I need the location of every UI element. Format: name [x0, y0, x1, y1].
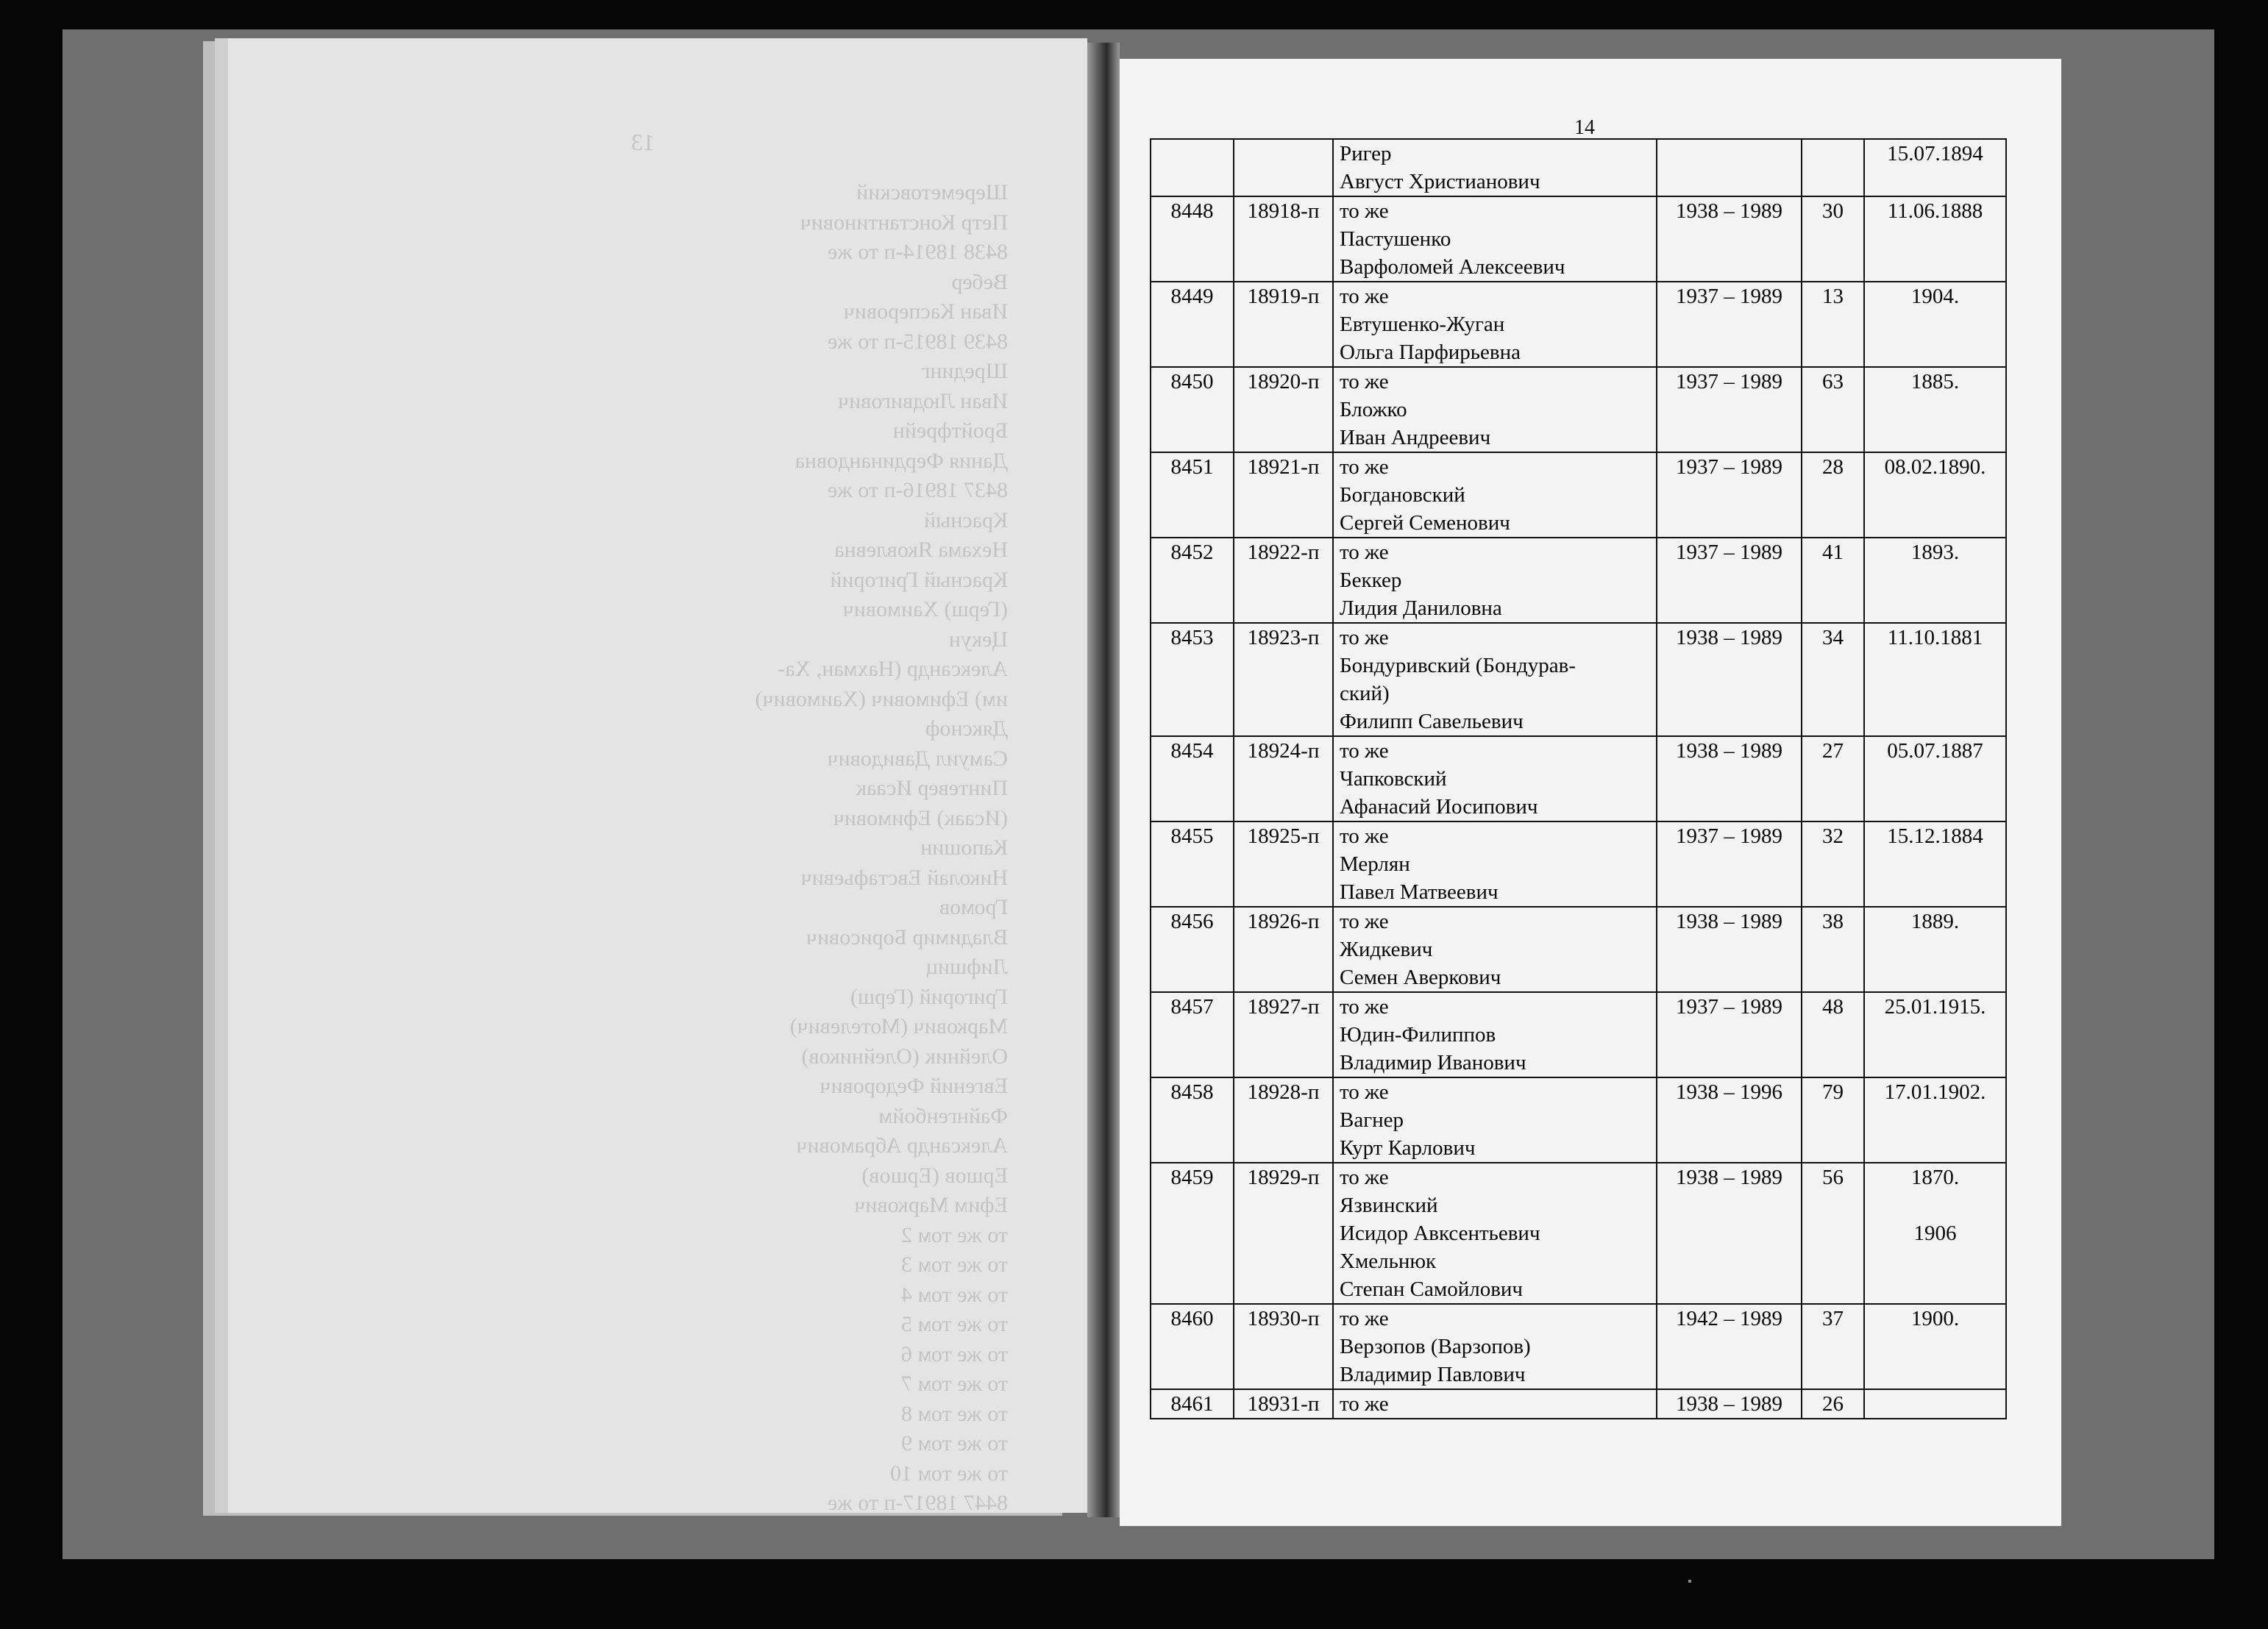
- bleed-line: Вебер: [951, 269, 1008, 294]
- bleed-line: Лифшиц: [925, 955, 1008, 979]
- file-count-cell: 27: [1802, 736, 1864, 821]
- bleed-line: Капошин: [920, 835, 1008, 860]
- bleed-line: 8438 18914-п то же: [828, 240, 1008, 264]
- table-row: [1151, 992, 2006, 1077]
- birth-date-cell: 11.06.1888: [1864, 196, 2006, 282]
- birth-date-cell: 1893.: [1864, 538, 2006, 623]
- table-row: [1151, 452, 2006, 538]
- description-cell: то же Беккер Лидия Даниловна: [1333, 538, 1657, 623]
- bleed-line: Николай Евстафьевич: [800, 865, 1008, 890]
- bleed-line: 8439 18915-п то же: [828, 329, 1008, 354]
- fund-number-cell: 18927-п: [1234, 992, 1333, 1077]
- dust-speck: [1688, 1580, 1691, 1583]
- bleed-line: Файнгенбойм: [878, 1103, 1008, 1128]
- bleed-line: Дяксноф: [925, 716, 1008, 741]
- page-number: 14: [1574, 116, 1595, 139]
- date-range-cell: 1937 – 1989: [1657, 367, 1802, 452]
- fund-number-cell: 18918-п: [1234, 196, 1333, 282]
- fund-number-cell: 18930-п: [1234, 1304, 1333, 1389]
- bleed-line: то же том 4: [901, 1282, 1008, 1307]
- date-range-cell: [1657, 139, 1802, 196]
- record-number-cell: 8451: [1151, 452, 1234, 538]
- birth-date-cell: 05.07.1887: [1864, 736, 2006, 821]
- table-row: [1151, 623, 2006, 736]
- registry-body: [1151, 139, 2006, 1419]
- file-count-cell: 79: [1802, 1077, 1864, 1163]
- bleed-line: Красный Григорий: [830, 567, 1008, 592]
- bleed-line: 8437 18916-п то же: [828, 478, 1008, 502]
- table-row: [1151, 1304, 2006, 1389]
- bleed-line: Александр Абрамович: [796, 1133, 1008, 1158]
- birth-date-cell: 17.01.1902.: [1864, 1077, 2006, 1163]
- record-number-cell: 8448: [1151, 196, 1234, 282]
- bleed-line: Шереметовский: [856, 180, 1008, 204]
- date-range-cell: 1938 – 1989: [1657, 907, 1802, 992]
- description-cell: то же Юдин-Филиппов Владимир Иванович: [1333, 992, 1657, 1077]
- table-row: [1151, 1389, 2006, 1419]
- table-row: [1151, 907, 2006, 992]
- date-range-cell: 1938 – 1989: [1657, 1163, 1802, 1304]
- description-cell: то же: [1333, 1389, 1657, 1419]
- bleed-line: Пинтевер Исаак: [856, 776, 1008, 800]
- bleed-line: то же том 5: [901, 1312, 1008, 1336]
- table-row: [1151, 736, 2006, 821]
- bleed-line: Красный: [924, 507, 1008, 532]
- date-range-cell: 1942 – 1989: [1657, 1304, 1802, 1389]
- file-count-cell: [1802, 139, 1864, 196]
- record-number-cell: 8450: [1151, 367, 1234, 452]
- description-cell: то же Жидкевич Семен Аверкович: [1333, 907, 1657, 992]
- bleed-line: (Исаак) Ефимович: [833, 805, 1008, 830]
- fund-number-cell: 18926-п: [1234, 907, 1333, 992]
- bleed-line: то же том 7: [901, 1372, 1008, 1396]
- file-count-cell: 32: [1802, 821, 1864, 907]
- bleed-line: Олейник (Олейников): [801, 1044, 1008, 1069]
- date-range-cell: 1938 – 1996: [1657, 1077, 1802, 1163]
- registry-table: [1150, 138, 2007, 1419]
- file-count-cell: 37: [1802, 1304, 1864, 1389]
- table-row: [1151, 538, 2006, 623]
- date-range-cell: 1937 – 1989: [1657, 992, 1802, 1077]
- file-count-cell: 26: [1802, 1389, 1864, 1419]
- bleed-line: Александр (Нахман, Ха-: [778, 657, 1008, 681]
- fund-number-cell: [1234, 139, 1333, 196]
- date-range-cell: 1938 – 1989: [1657, 736, 1802, 821]
- bleed-line: Нехама Яковлевна: [834, 538, 1008, 562]
- table-row: [1151, 196, 2006, 282]
- record-number-cell: 8457: [1151, 992, 1234, 1077]
- description-cell: то же Верзопов (Варзопов) Владимир Павлович: [1333, 1304, 1657, 1389]
- record-number-cell: 8454: [1151, 736, 1234, 821]
- record-number-cell: 8449: [1151, 282, 1234, 367]
- bleed-line: Дания Фердинандовна: [794, 448, 1008, 473]
- bleed-line: Ершов (Ершов): [861, 1163, 1008, 1188]
- record-number-cell: 8455: [1151, 821, 1234, 907]
- date-range-cell: 1938 – 1989: [1657, 196, 1802, 282]
- birth-date-cell: 08.02.1890.: [1864, 452, 2006, 538]
- bleed-line: Цекун: [948, 627, 1008, 652]
- birth-date-cell: 1870. 1906: [1864, 1163, 2006, 1304]
- fund-number-cell: 18921-п: [1234, 452, 1333, 538]
- bleed-line: Маркович (Мотелевич): [789, 1014, 1008, 1038]
- description-cell: то же Мерлян Павел Матвеевич: [1333, 821, 1657, 907]
- table-row: [1151, 821, 2006, 907]
- bleed-through-lines: [756, 178, 1008, 1519]
- description-cell: то же Богдановский Сергей Семенович: [1333, 452, 1657, 538]
- birth-date-cell: 1904.: [1864, 282, 2006, 367]
- record-number-cell: 8453: [1151, 623, 1234, 736]
- date-range-cell: 1937 – 1989: [1657, 282, 1802, 367]
- bleed-line: Петр Константинович: [800, 210, 1008, 235]
- bleed-line: Шрединг: [921, 359, 1008, 383]
- record-number-cell: 8458: [1151, 1077, 1234, 1163]
- fund-number-cell: 18929-п: [1234, 1163, 1333, 1304]
- bleed-line: Владимир Борисович: [806, 924, 1008, 949]
- record-number-cell: [1151, 139, 1234, 196]
- bleed-line: Бройтфрейн: [892, 418, 1008, 443]
- bleed-line: им) Ефимович (Хаимович): [755, 686, 1008, 711]
- bleed-through-text: [272, 126, 1037, 1515]
- fund-number-cell: 18928-п: [1234, 1077, 1333, 1163]
- birth-date-cell: 1889.: [1864, 907, 2006, 992]
- birth-date-cell: 15.12.1884: [1864, 821, 2006, 907]
- description-cell: то же Чапковский Афанасий Иосипович: [1333, 736, 1657, 821]
- fund-number-cell: 18924-п: [1234, 736, 1333, 821]
- fund-number-cell: 18919-п: [1234, 282, 1333, 367]
- bleed-line: (Герш) Хаимович: [842, 597, 1008, 621]
- fund-number-cell: 18920-п: [1234, 367, 1333, 452]
- file-count-cell: 63: [1802, 367, 1864, 452]
- birth-date-cell: [1864, 1389, 2006, 1419]
- bleed-line: Иван Касперович: [843, 299, 1008, 324]
- bleed-line: то же том 10: [890, 1461, 1008, 1486]
- file-count-cell: 30: [1802, 196, 1864, 282]
- description-cell: то же Бондуривский (Бондурав- ский) Филипп Савельевич: [1333, 623, 1657, 736]
- bleed-line: Самуил Давидович: [827, 746, 1008, 771]
- record-number-cell: 8452: [1151, 538, 1234, 623]
- file-count-cell: 41: [1802, 538, 1864, 623]
- left-page-number: 13: [631, 129, 655, 155]
- date-range-cell: 1937 – 1989: [1657, 538, 1802, 623]
- record-number-cell: 8459: [1151, 1163, 1234, 1304]
- file-count-cell: 48: [1802, 992, 1864, 1077]
- fund-number-cell: 18922-п: [1234, 538, 1333, 623]
- file-count-cell: 13: [1802, 282, 1864, 367]
- date-range-cell: 1937 – 1989: [1657, 452, 1802, 538]
- bleed-line: то же том 9: [901, 1431, 1008, 1455]
- bleed-line: Григорий (Герш): [850, 984, 1008, 1009]
- table-row: [1151, 139, 2006, 196]
- book-gutter: [1087, 43, 1120, 1517]
- date-range-cell: 1938 – 1989: [1657, 1389, 1802, 1419]
- table-row: [1151, 367, 2006, 452]
- birth-date-cell: 1885.: [1864, 367, 2006, 452]
- description-cell: то же Пастушенко Варфоломей Алексеевич: [1333, 196, 1657, 282]
- left-page: [228, 38, 1087, 1513]
- description-cell: Ригер Август Христианович: [1333, 139, 1657, 196]
- birth-date-cell: 1900.: [1864, 1304, 2006, 1389]
- file-count-cell: 28: [1802, 452, 1864, 538]
- file-count-cell: 34: [1802, 623, 1864, 736]
- record-number-cell: 8460: [1151, 1304, 1234, 1389]
- bleed-line: то же том 6: [901, 1341, 1008, 1366]
- bleed-line: то же том 3: [901, 1252, 1008, 1277]
- fund-number-cell: 18923-п: [1234, 623, 1333, 736]
- fund-number-cell: 18931-п: [1234, 1389, 1333, 1419]
- file-count-cell: 56: [1802, 1163, 1864, 1304]
- birth-date-cell: 25.01.1915.: [1864, 992, 2006, 1077]
- table-row: [1151, 282, 2006, 367]
- table-row: [1151, 1077, 2006, 1163]
- table-row: [1151, 1163, 2006, 1304]
- description-cell: то же Евтушенко-Жуган Ольга Парфирьевна: [1333, 282, 1657, 367]
- bleed-line: то же том 8: [901, 1401, 1008, 1426]
- fund-number-cell: 18925-п: [1234, 821, 1333, 907]
- record-number-cell: 8461: [1151, 1389, 1234, 1419]
- description-cell: то же Вагнер Курт Карлович: [1333, 1077, 1657, 1163]
- description-cell: то же Язвинский Исидор Авксентьевич Хмельнюк Степан Самойлович: [1333, 1163, 1657, 1304]
- bleed-line: Громов: [939, 895, 1008, 919]
- birth-date-cell: 11.10.1881: [1864, 623, 2006, 736]
- description-cell: то же Бложко Иван Андреевич: [1333, 367, 1657, 452]
- file-count-cell: 38: [1802, 907, 1864, 992]
- bleed-line: Евгений Федорович: [820, 1074, 1008, 1098]
- bleed-line: Ефим Маркович: [854, 1193, 1008, 1217]
- birth-date-cell: 15.07.1894: [1864, 139, 2006, 196]
- record-number-cell: 8456: [1151, 907, 1234, 992]
- bleed-line: Иван Людвигович: [838, 388, 1008, 413]
- bleed-line: то же том 2: [901, 1222, 1008, 1247]
- date-range-cell: 1938 – 1989: [1657, 623, 1802, 736]
- bleed-line: 8447 18917-п то же: [828, 1491, 1008, 1515]
- date-range-cell: 1937 – 1989: [1657, 821, 1802, 907]
